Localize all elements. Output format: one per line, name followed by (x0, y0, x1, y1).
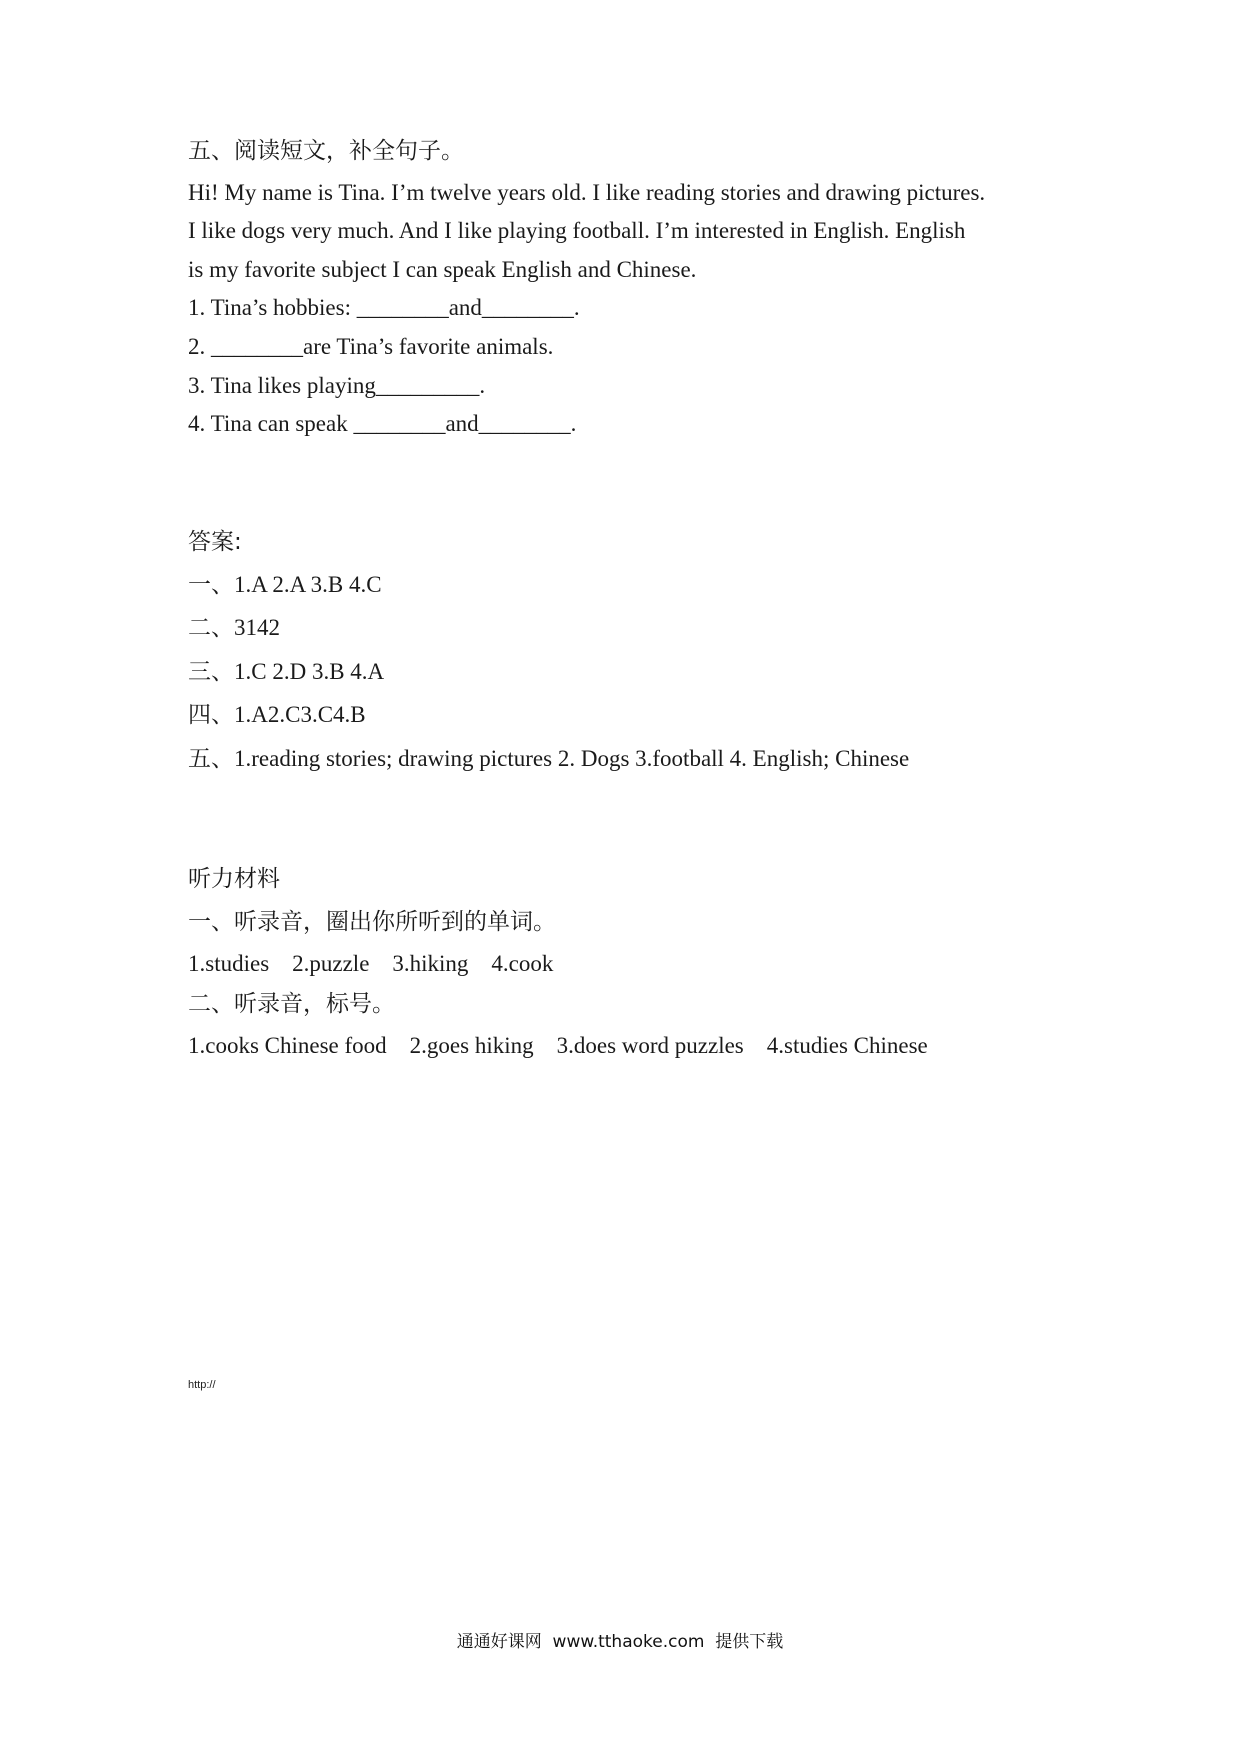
footer-site-name: 通通好课网 (456, 1632, 542, 1652)
question-4: 4. Tina can speak ________and________. (188, 411, 577, 436)
listening-part1-heading: 一、听录音，圈出你所听到的单词。 (188, 909, 556, 935)
answer-item-3: 三、1.C 2.D 3.B 4.A (188, 659, 385, 684)
passage-line-3: is my favorite subject I can speak English and Chinese. (188, 257, 697, 282)
question-3: 3. Tina likes playing_________. (188, 373, 486, 398)
listening-part2-heading: 二、听录音，标号。 (188, 991, 395, 1017)
section5-heading: 五、阅读短文，补全句子。 (188, 138, 464, 164)
listening-heading: 听力材料 (188, 866, 280, 892)
listening-part1-items: 1.studies 2.puzzle 3.hiking 4.cook (188, 951, 554, 976)
passage-line-2: I like dogs very much. And I like playing football. I’m interested in English. English (188, 218, 966, 243)
question-1: 1. Tina’s hobbies: ________and________. (188, 295, 580, 320)
answer-item-4: 四、1.A2.C3.C4.B (188, 702, 366, 727)
question-2: 2. ________are Tina’s favorite animals. (188, 334, 554, 359)
footer-action: 提供下载 (715, 1632, 784, 1652)
answers-heading: 答案: (188, 529, 242, 555)
footer-site-url[interactable]: www.tthaoke.com (552, 1632, 705, 1652)
url-stub: http:// (188, 1379, 216, 1391)
listening-part2-items: 1.cooks Chinese food 2.goes hiking 3.does word puzzles 4.studies Chinese (188, 1033, 928, 1058)
page-footer (0, 1630, 1240, 1654)
answer-item-5: 五、1.reading stories; drawing pictures 2. Dogs 3.football 4. English; Chinese (188, 746, 910, 771)
passage-line-1: Hi! My name is Tina. I’m twelve years old. I like reading stories and drawing pictures. (188, 180, 986, 205)
answer-item-1: 一、1.A 2.A 3.B 4.C (188, 572, 382, 597)
answer-item-2: 二、3142 (188, 615, 280, 640)
